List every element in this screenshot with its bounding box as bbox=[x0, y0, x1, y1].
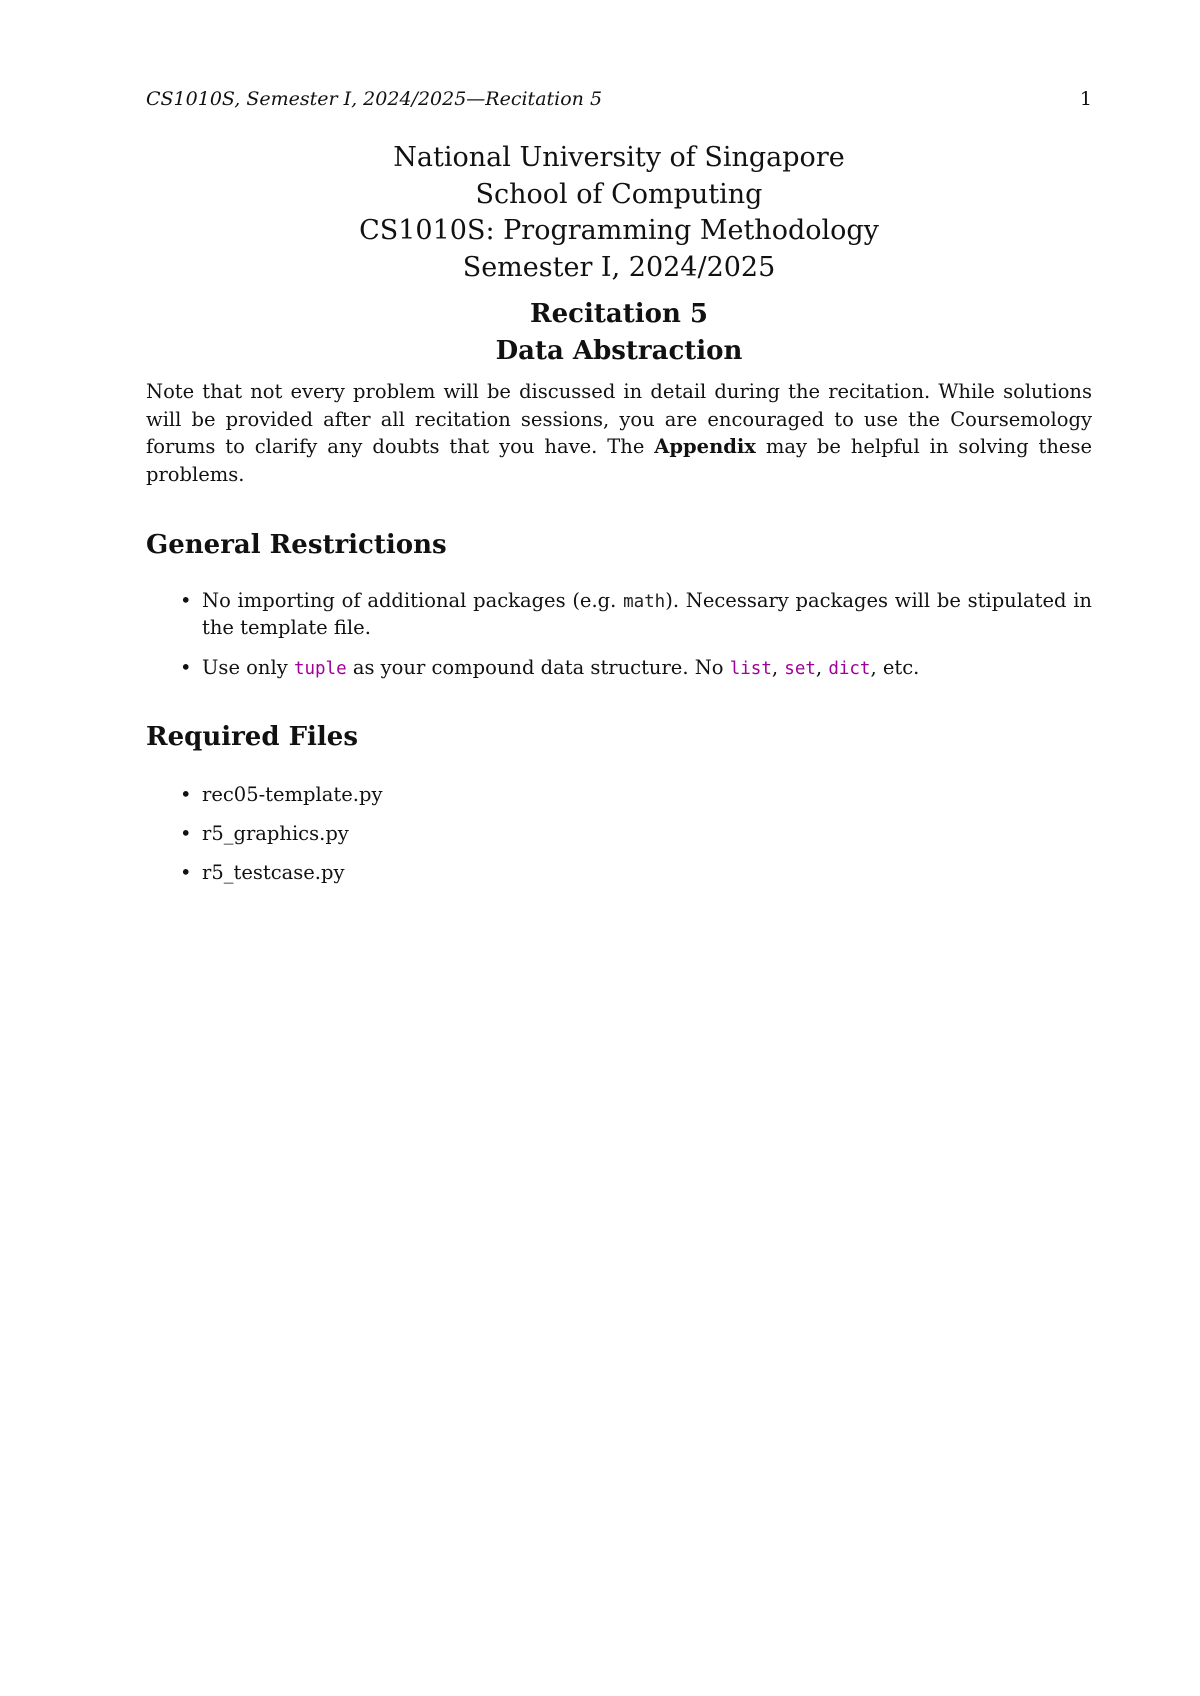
code-math: math bbox=[623, 592, 666, 612]
restrictions-list bbox=[146, 588, 1092, 696]
restriction-text: , etc. bbox=[870, 656, 920, 679]
restriction-text: ). Necessary packages will be stipulated in the template file. bbox=[202, 589, 1092, 639]
title-block bbox=[146, 140, 1092, 286]
list-item bbox=[146, 821, 1092, 847]
bullet-icon: • bbox=[180, 589, 192, 612]
file-name: r5_graphics.py bbox=[202, 822, 349, 845]
bullet-icon: • bbox=[180, 861, 192, 884]
code-list: list bbox=[729, 659, 772, 679]
running-title: CS1010S, Semester I, 2024/2025—Recitation 5 bbox=[146, 88, 603, 110]
code-tuple: tuple bbox=[293, 659, 347, 679]
restriction-text: Use only bbox=[202, 656, 294, 679]
intro-bold-appendix: Appendix bbox=[654, 435, 756, 458]
bullet-icon: • bbox=[180, 822, 192, 845]
bullet-icon: • bbox=[180, 656, 192, 679]
school-name: School of Computing bbox=[475, 178, 763, 210]
list-item bbox=[146, 782, 1092, 808]
running-header bbox=[146, 88, 1092, 116]
intro-paragraph bbox=[146, 378, 1092, 488]
recitation-heading bbox=[146, 296, 1092, 370]
code-set: set bbox=[784, 659, 816, 679]
document-page bbox=[146, 0, 1092, 1696]
file-name: r5_testcase.py bbox=[202, 861, 345, 884]
page-number: 1 bbox=[1079, 88, 1092, 110]
section-heading-general-restrictions: General Restrictions bbox=[146, 530, 447, 560]
separator: , bbox=[815, 656, 829, 679]
bullet-icon: • bbox=[180, 783, 192, 806]
list-item bbox=[146, 860, 1092, 886]
section-heading-required-files: Required Files bbox=[146, 722, 358, 752]
restriction-text: No importing of additional packages (e.g. bbox=[202, 589, 624, 612]
code-dict: dict bbox=[828, 659, 871, 679]
required-files-list bbox=[146, 782, 1092, 899]
intro-text-before: Note that not every problem will be discussed in detail during the recitation. While solutions will be provided after all recitation sessions, you are encouraged to use the Coursemology forums to clarify any doubts that you have. The bbox=[146, 380, 1092, 458]
file-name: rec05-template.py bbox=[202, 783, 383, 806]
restriction-text: as your compound data structure. No bbox=[346, 656, 730, 679]
recitation-number: Recitation 5 bbox=[530, 299, 708, 329]
university-name: National University of Singapore bbox=[393, 142, 845, 173]
list-item bbox=[146, 655, 1092, 682]
course-name: CS1010S: Programming Methodology bbox=[359, 215, 879, 246]
intro-text-after: may be helpful in solving these problems. bbox=[146, 435, 1092, 486]
recitation-topic: Data Abstraction bbox=[495, 336, 743, 366]
list-item bbox=[146, 588, 1092, 641]
separator: , bbox=[771, 656, 785, 679]
semester-label: Semester I, 2024/2025 bbox=[462, 251, 776, 283]
